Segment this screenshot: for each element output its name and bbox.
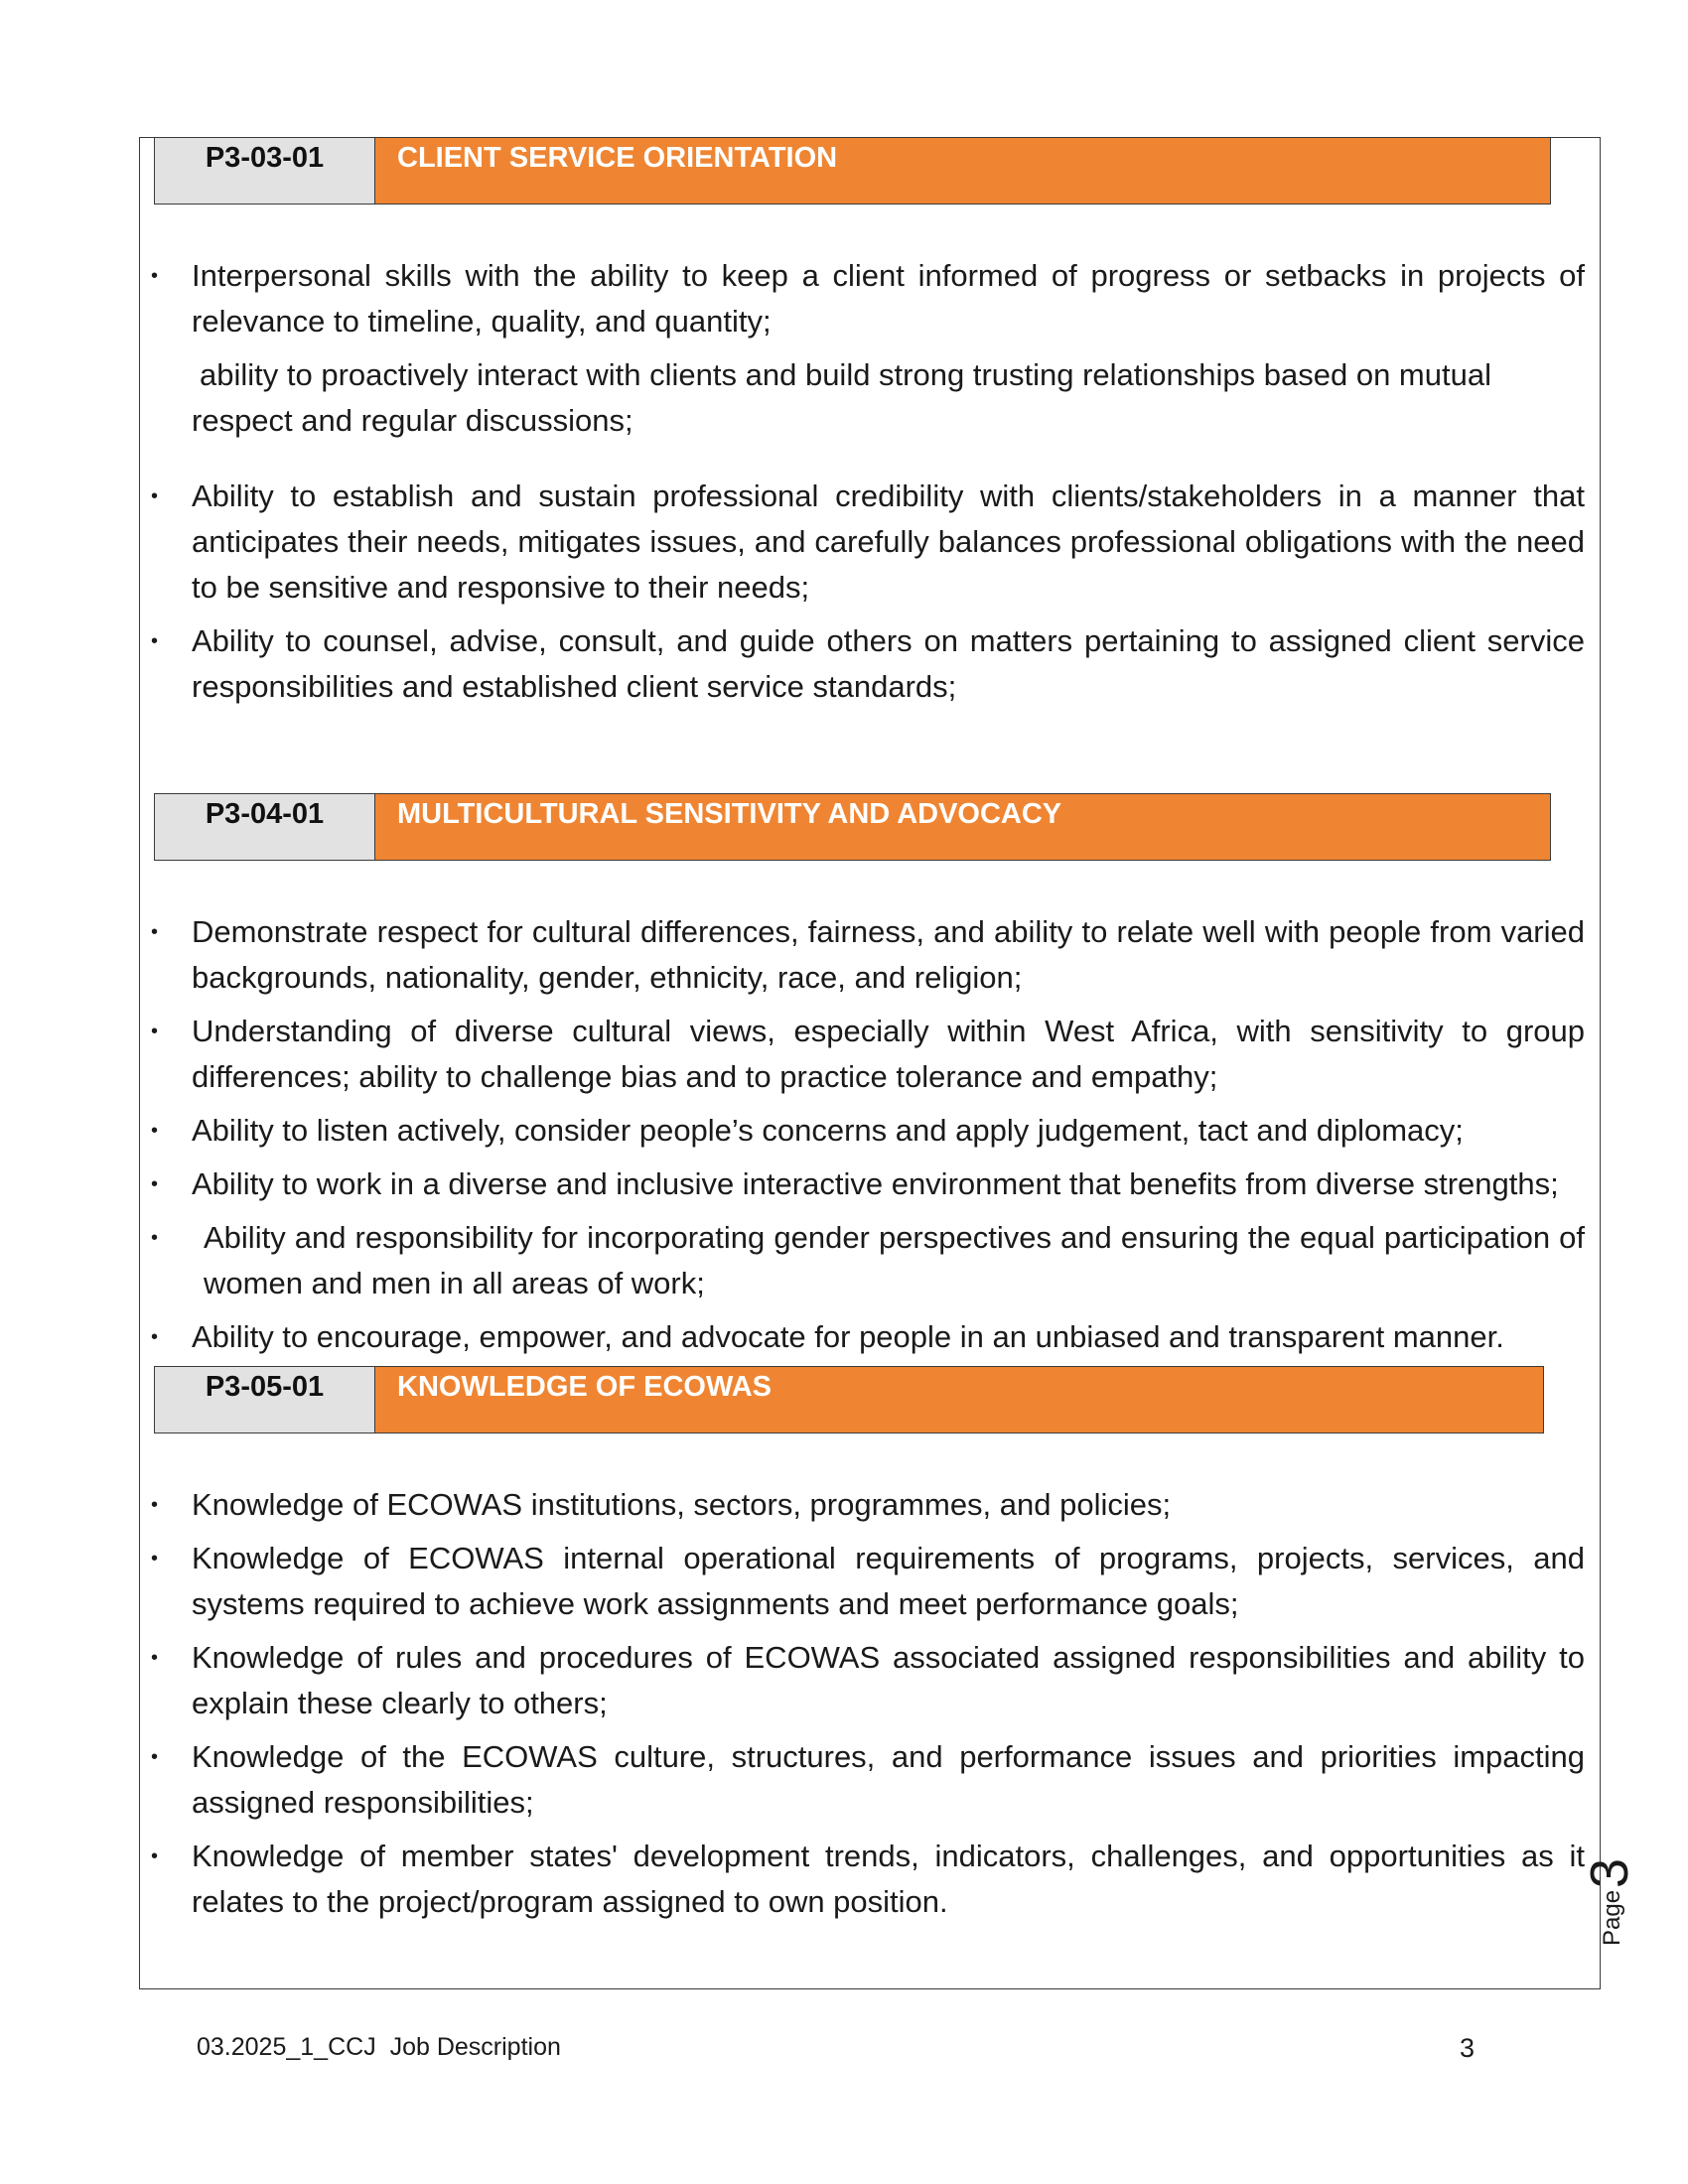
section-header-ecowas [154,1366,1544,1433]
list-item: • Ability and responsibility for incorporating gender perspectives and ensuring the equal participation of women and men in all areas of work; [151,1215,1585,1306]
list-item: • Ability to work in a diverse and inclusive interactive environment that benefits from diverse strengths; [151,1161,1585,1207]
list-item: • Knowledge of member states' development trends, indicators, challenges, and opportunities as it relates to the project/program assigned to own position. [151,1834,1585,1925]
list-item: • Knowledge of rules and procedures of ECOWAS associated assigned responsibilities and ability to explain these clearly to others; [151,1635,1585,1726]
list-item: • Interpersonal skills with the ability to keep a client informed of progress or setbacks in projects of relevance to timeline, quality, and quantity; [151,253,1585,344]
list-item: ability to proactively interact with clients and build strong trusting relationships based on mutual respect and regular discussions; [192,357,1491,438]
section-list-ecowas [151,1482,1585,1933]
section-title: MULTICULTURAL SENSITIVITY AND ADVOCACY [375,794,1550,860]
list-item: • Knowledge of ECOWAS internal operational requirements of programs, projects, services, and systems required to achieve work assignments and meet performance goals; [151,1536,1585,1627]
list-item: • Ability to listen actively, consider people’s concerns and apply judgement, tact and diplomacy; [151,1108,1585,1154]
section-list-multicultural [151,909,1585,1368]
footer-page-number: 3 [1460,2033,1476,2063]
list-item: • Ability to establish and sustain professional credibility with clients/stakeholders in a manner that anticipates their needs, mitigates issues, and carefully balances professional obligations with the need to be sensitive and responsive to their needs; [151,474,1585,611]
section-code: P3-05-01 [155,1367,375,1433]
side-page-label [1579,1858,1640,1946]
list-item: • Knowledge of ECOWAS institutions, sectors, programmes, and policies; [151,1482,1585,1528]
side-page-word: Page [1599,1889,1625,1946]
section-list-client-service [151,253,1585,718]
list-item: • Ability to counsel, advise, consult, and guide others on matters pertaining to assigned client service responsibilities and established client service standards; [151,618,1585,710]
list-item: • Demonstrate respect for cultural differences, fairness, and ability to relate well with people from varied backgrounds, nationality, gender, ethnicity, race, and religion; [151,909,1585,1001]
side-page-number: 3 [1580,1857,1639,1888]
footer-document-name: 03.2025_1_CCJ Job Description [197,2033,561,2061]
section-title: CLIENT SERVICE ORIENTATION [375,138,1550,204]
section-title: KNOWLEDGE OF ECOWAS [375,1367,1543,1433]
section-header-client-service [154,137,1551,205]
section-code: P3-04-01 [155,794,375,860]
list-item: • Understanding of diverse cultural views, especially within West Africa, with sensitivity to group differences; ability to challenge bias and to practice tolerance and empathy; [151,1009,1585,1100]
section-header-multicultural [154,793,1551,861]
list-item: • Knowledge of the ECOWAS culture, structures, and performance issues and priorities impacting assigned responsibilities; [151,1734,1585,1826]
list-item: • Ability to encourage, empower, and advocate for people in an unbiased and transparent manner. [151,1314,1585,1360]
section-code: P3-03-01 [155,138,375,204]
